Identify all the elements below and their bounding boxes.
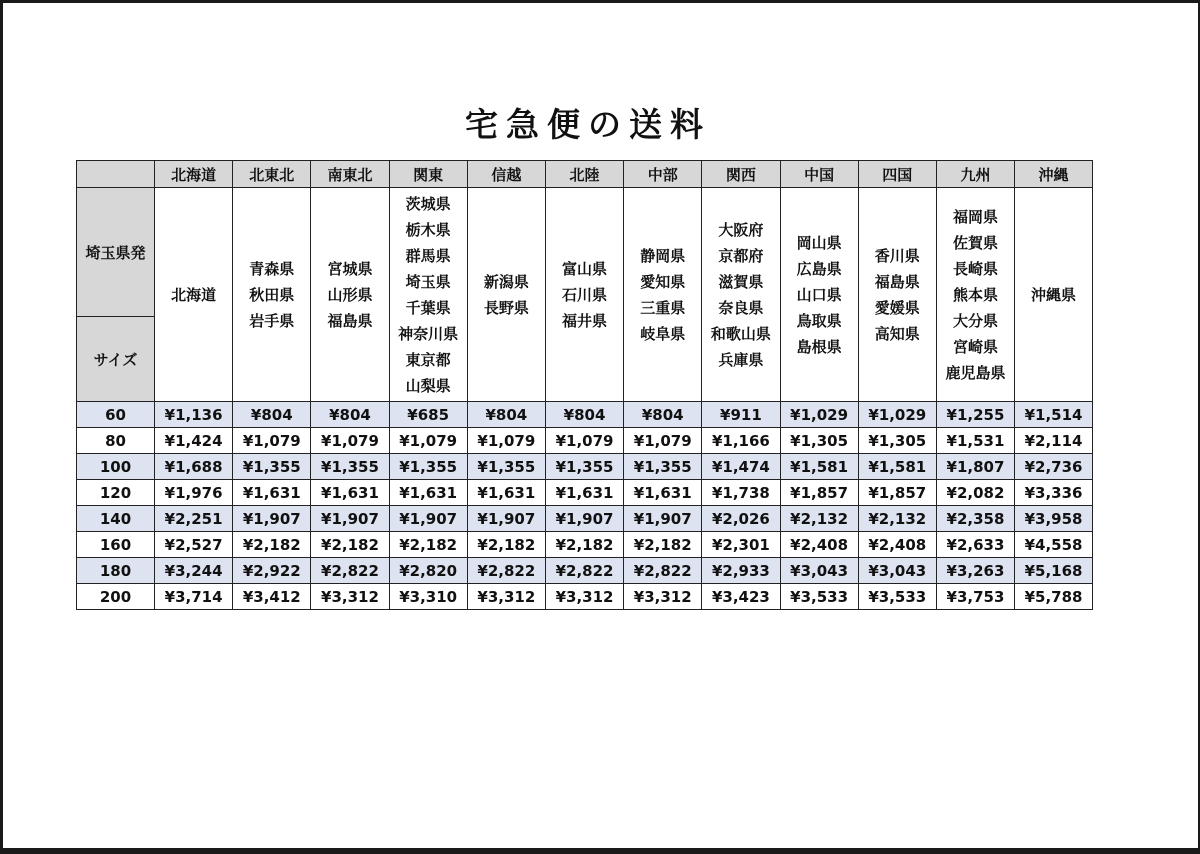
prefecture-list-cell bbox=[702, 188, 780, 402]
table-row bbox=[77, 480, 1093, 506]
price-cell: ¥1,581 bbox=[858, 454, 936, 480]
price-cell: ¥2,132 bbox=[858, 506, 936, 532]
price-cell: ¥3,958 bbox=[1015, 506, 1093, 532]
price-cell: ¥1,136 bbox=[155, 402, 233, 428]
price-cell: ¥804 bbox=[624, 402, 702, 428]
price-cell: ¥1,857 bbox=[858, 480, 936, 506]
price-cell: ¥2,251 bbox=[155, 506, 233, 532]
price-cell: ¥3,312 bbox=[624, 584, 702, 610]
price-cell: ¥1,355 bbox=[389, 454, 467, 480]
price-cell: ¥1,355 bbox=[311, 454, 389, 480]
price-cell: ¥2,182 bbox=[311, 532, 389, 558]
price-cell: ¥3,312 bbox=[545, 584, 623, 610]
price-cell: ¥1,514 bbox=[1015, 402, 1093, 428]
price-cell: ¥1,305 bbox=[858, 428, 936, 454]
table-row bbox=[77, 402, 1093, 428]
size-cell: 120 bbox=[77, 480, 155, 506]
region-header: 北東北 bbox=[233, 161, 311, 188]
price-cell: ¥1,581 bbox=[780, 454, 858, 480]
region-header: 北海道 bbox=[155, 161, 233, 188]
price-cell: ¥1,907 bbox=[233, 506, 311, 532]
region-header: 信越 bbox=[467, 161, 545, 188]
prefecture-name: 千葉県 bbox=[405, 298, 451, 317]
prefecture-name: 長崎県 bbox=[952, 259, 998, 278]
price-cell: ¥1,355 bbox=[624, 454, 702, 480]
prefecture-name: 岡山県 bbox=[796, 233, 842, 252]
price-cell: ¥2,822 bbox=[545, 558, 623, 584]
price-cell: ¥2,736 bbox=[1015, 454, 1093, 480]
price-cell: ¥1,474 bbox=[702, 454, 780, 480]
prefecture-name: 埼玉県 bbox=[405, 272, 451, 291]
price-cell: ¥1,079 bbox=[311, 428, 389, 454]
price-cell: ¥3,043 bbox=[858, 558, 936, 584]
size-cell: 160 bbox=[77, 532, 155, 558]
price-cell: ¥1,355 bbox=[545, 454, 623, 480]
table-row bbox=[77, 428, 1093, 454]
price-cell: ¥1,079 bbox=[389, 428, 467, 454]
price-cell: ¥2,082 bbox=[936, 480, 1014, 506]
prefecture-row bbox=[77, 188, 1093, 317]
corner-cell bbox=[77, 161, 155, 188]
table-row bbox=[77, 532, 1093, 558]
price-cell: ¥2,182 bbox=[545, 532, 623, 558]
price-cell: ¥2,182 bbox=[624, 532, 702, 558]
prefecture-name: 和歌山県 bbox=[710, 324, 771, 343]
prefecture-name: 岐阜県 bbox=[640, 324, 686, 343]
size-cell: 180 bbox=[77, 558, 155, 584]
prefecture-name: 福島県 bbox=[874, 272, 920, 291]
prefecture-list-cell bbox=[155, 188, 233, 402]
prefecture-name: 三重県 bbox=[640, 298, 686, 317]
size-cell: 200 bbox=[77, 584, 155, 610]
region-header-row bbox=[77, 161, 1093, 188]
price-cell: ¥1,907 bbox=[624, 506, 702, 532]
prefecture-name: 奈良県 bbox=[718, 298, 764, 317]
price-cell: ¥5,788 bbox=[1015, 584, 1093, 610]
prefecture-name: 鹿児島県 bbox=[945, 363, 1006, 382]
price-cell: ¥2,922 bbox=[233, 558, 311, 584]
price-cell: ¥2,633 bbox=[936, 532, 1014, 558]
price-cell: ¥1,857 bbox=[780, 480, 858, 506]
price-cell: ¥1,355 bbox=[467, 454, 545, 480]
prefecture-name: 東京都 bbox=[405, 350, 451, 369]
price-cell: ¥1,688 bbox=[155, 454, 233, 480]
region-header: 九州 bbox=[936, 161, 1014, 188]
price-cell: ¥2,358 bbox=[936, 506, 1014, 532]
prefecture-name: 佐賀県 bbox=[952, 233, 998, 252]
prefecture-list-cell bbox=[1015, 188, 1093, 402]
price-cell: ¥1,907 bbox=[311, 506, 389, 532]
prefecture-name: 愛知県 bbox=[640, 272, 686, 291]
price-cell: ¥2,820 bbox=[389, 558, 467, 584]
price-cell: ¥1,631 bbox=[624, 480, 702, 506]
prefecture-name: 石川県 bbox=[562, 285, 608, 304]
prefecture-name: 北海道 bbox=[171, 285, 217, 304]
price-cell: ¥3,244 bbox=[155, 558, 233, 584]
prefecture-name: 宮崎県 bbox=[952, 337, 998, 356]
price-cell: ¥804 bbox=[467, 402, 545, 428]
price-cell: ¥1,305 bbox=[780, 428, 858, 454]
price-cell: ¥3,263 bbox=[936, 558, 1014, 584]
price-cell: ¥2,301 bbox=[702, 532, 780, 558]
prefecture-name: 福井県 bbox=[562, 311, 608, 330]
price-cell: ¥1,079 bbox=[467, 428, 545, 454]
table-row bbox=[77, 558, 1093, 584]
prefecture-name: 秋田県 bbox=[249, 285, 295, 304]
region-header: 南東北 bbox=[311, 161, 389, 188]
price-cell: ¥5,168 bbox=[1015, 558, 1093, 584]
prefecture-name: 沖縄県 bbox=[1031, 285, 1077, 304]
prefecture-name: 富山県 bbox=[562, 259, 608, 278]
prefecture-name: 高知県 bbox=[874, 324, 920, 343]
prefecture-name: 兵庫県 bbox=[718, 350, 764, 369]
prefecture-name: 愛媛県 bbox=[874, 298, 920, 317]
price-cell: ¥3,312 bbox=[311, 584, 389, 610]
price-cell: ¥911 bbox=[702, 402, 780, 428]
price-cell: ¥1,079 bbox=[233, 428, 311, 454]
price-cell: ¥2,182 bbox=[389, 532, 467, 558]
price-cell: ¥3,753 bbox=[936, 584, 1014, 610]
prefecture-name: 山梨県 bbox=[405, 376, 451, 395]
price-cell: ¥3,310 bbox=[389, 584, 467, 610]
price-cell: ¥1,807 bbox=[936, 454, 1014, 480]
prefecture-name: 茨城県 bbox=[405, 194, 451, 213]
price-cell: ¥2,408 bbox=[858, 532, 936, 558]
prefecture-name: 福島県 bbox=[327, 311, 373, 330]
prefecture-name: 熊本県 bbox=[952, 285, 998, 304]
price-cell: ¥3,412 bbox=[233, 584, 311, 610]
prefecture-name: 大分県 bbox=[952, 311, 998, 330]
size-cell: 100 bbox=[77, 454, 155, 480]
prefecture-list-cell bbox=[467, 188, 545, 402]
price-cell: ¥1,976 bbox=[155, 480, 233, 506]
price-cell: ¥3,533 bbox=[780, 584, 858, 610]
size-cell: 60 bbox=[77, 402, 155, 428]
prefecture-name: 大阪府 bbox=[718, 220, 764, 239]
price-cell: ¥2,408 bbox=[780, 532, 858, 558]
prefecture-name: 鳥取県 bbox=[796, 311, 842, 330]
price-cell: ¥1,424 bbox=[155, 428, 233, 454]
price-cell: ¥1,907 bbox=[389, 506, 467, 532]
prefecture-list-cell bbox=[624, 188, 702, 402]
price-cell: ¥2,933 bbox=[702, 558, 780, 584]
origin-label: 埼玉県発 bbox=[77, 188, 155, 317]
page-title: 宅急便の送料 bbox=[465, 105, 711, 144]
price-cell: ¥3,533 bbox=[858, 584, 936, 610]
prefecture-name: 福岡県 bbox=[952, 207, 998, 226]
prefecture-name: 長野県 bbox=[483, 298, 529, 317]
prefecture-name: 神奈川県 bbox=[398, 324, 459, 343]
price-cell: ¥1,079 bbox=[624, 428, 702, 454]
prefecture-list-cell bbox=[936, 188, 1014, 402]
price-cell: ¥2,182 bbox=[233, 532, 311, 558]
price-cell: ¥3,043 bbox=[780, 558, 858, 584]
prefecture-name: 青森県 bbox=[249, 259, 295, 278]
table-row bbox=[77, 584, 1093, 610]
price-cell: ¥1,631 bbox=[233, 480, 311, 506]
region-header: 沖縄 bbox=[1015, 161, 1093, 188]
region-header: 中国 bbox=[780, 161, 858, 188]
prefecture-name: 岩手県 bbox=[249, 311, 295, 330]
price-cell: ¥2,822 bbox=[467, 558, 545, 584]
prefecture-name: 滋賀県 bbox=[718, 272, 764, 291]
price-cell: ¥1,907 bbox=[545, 506, 623, 532]
prefecture-name: 広島県 bbox=[796, 259, 842, 278]
region-header: 北陸 bbox=[545, 161, 623, 188]
price-cell: ¥1,255 bbox=[936, 402, 1014, 428]
price-cell: ¥3,336 bbox=[1015, 480, 1093, 506]
region-header: 中部 bbox=[624, 161, 702, 188]
price-cell: ¥1,355 bbox=[233, 454, 311, 480]
prefecture-list-cell bbox=[858, 188, 936, 402]
price-cell: ¥3,423 bbox=[702, 584, 780, 610]
prefecture-name: 山口県 bbox=[796, 285, 842, 304]
price-cell: ¥2,132 bbox=[780, 506, 858, 532]
price-cell: ¥2,822 bbox=[624, 558, 702, 584]
prefecture-list-cell bbox=[780, 188, 858, 402]
price-cell: ¥685 bbox=[389, 402, 467, 428]
price-cell: ¥1,631 bbox=[545, 480, 623, 506]
price-cell: ¥804 bbox=[233, 402, 311, 428]
table-row bbox=[77, 454, 1093, 480]
prefecture-name: 京都府 bbox=[718, 246, 764, 265]
price-cell: ¥2,527 bbox=[155, 532, 233, 558]
price-cell: ¥1,079 bbox=[545, 428, 623, 454]
price-cell: ¥1,907 bbox=[467, 506, 545, 532]
price-cell: ¥1,166 bbox=[702, 428, 780, 454]
size-cell: 140 bbox=[77, 506, 155, 532]
price-cell: ¥2,114 bbox=[1015, 428, 1093, 454]
shipping-rate-table bbox=[76, 160, 1093, 610]
prefecture-list-cell bbox=[233, 188, 311, 402]
table-row bbox=[77, 506, 1093, 532]
price-cell: ¥2,026 bbox=[702, 506, 780, 532]
price-cell: ¥2,182 bbox=[467, 532, 545, 558]
prefecture-name: 島根県 bbox=[796, 337, 842, 356]
prefecture-list-cell bbox=[545, 188, 623, 402]
prefecture-name: 山形県 bbox=[327, 285, 373, 304]
price-cell: ¥4,558 bbox=[1015, 532, 1093, 558]
prefecture-name: 宮城県 bbox=[327, 259, 373, 278]
prefecture-name: 香川県 bbox=[874, 246, 920, 265]
prefecture-name: 静岡県 bbox=[640, 246, 686, 265]
price-cell: ¥2,822 bbox=[311, 558, 389, 584]
price-cell: ¥804 bbox=[545, 402, 623, 428]
price-cell: ¥3,714 bbox=[155, 584, 233, 610]
prefecture-name: 群馬県 bbox=[405, 246, 451, 265]
region-header: 関東 bbox=[389, 161, 467, 188]
price-cell: ¥1,531 bbox=[936, 428, 1014, 454]
prefecture-name: 新潟県 bbox=[483, 272, 529, 291]
prefecture-list-cell bbox=[389, 188, 467, 402]
prefecture-list-cell bbox=[311, 188, 389, 402]
price-cell: ¥1,631 bbox=[389, 480, 467, 506]
size-column-header: サイズ bbox=[77, 317, 155, 402]
price-cell: ¥1,631 bbox=[467, 480, 545, 506]
region-header: 関西 bbox=[702, 161, 780, 188]
prefecture-name: 栃木県 bbox=[405, 220, 451, 239]
size-cell: 80 bbox=[77, 428, 155, 454]
price-cell: ¥1,631 bbox=[311, 480, 389, 506]
price-cell: ¥804 bbox=[311, 402, 389, 428]
price-cell: ¥1,738 bbox=[702, 480, 780, 506]
region-header: 四国 bbox=[858, 161, 936, 188]
price-cell: ¥3,312 bbox=[467, 584, 545, 610]
price-cell: ¥1,029 bbox=[780, 402, 858, 428]
price-cell: ¥1,029 bbox=[858, 402, 936, 428]
